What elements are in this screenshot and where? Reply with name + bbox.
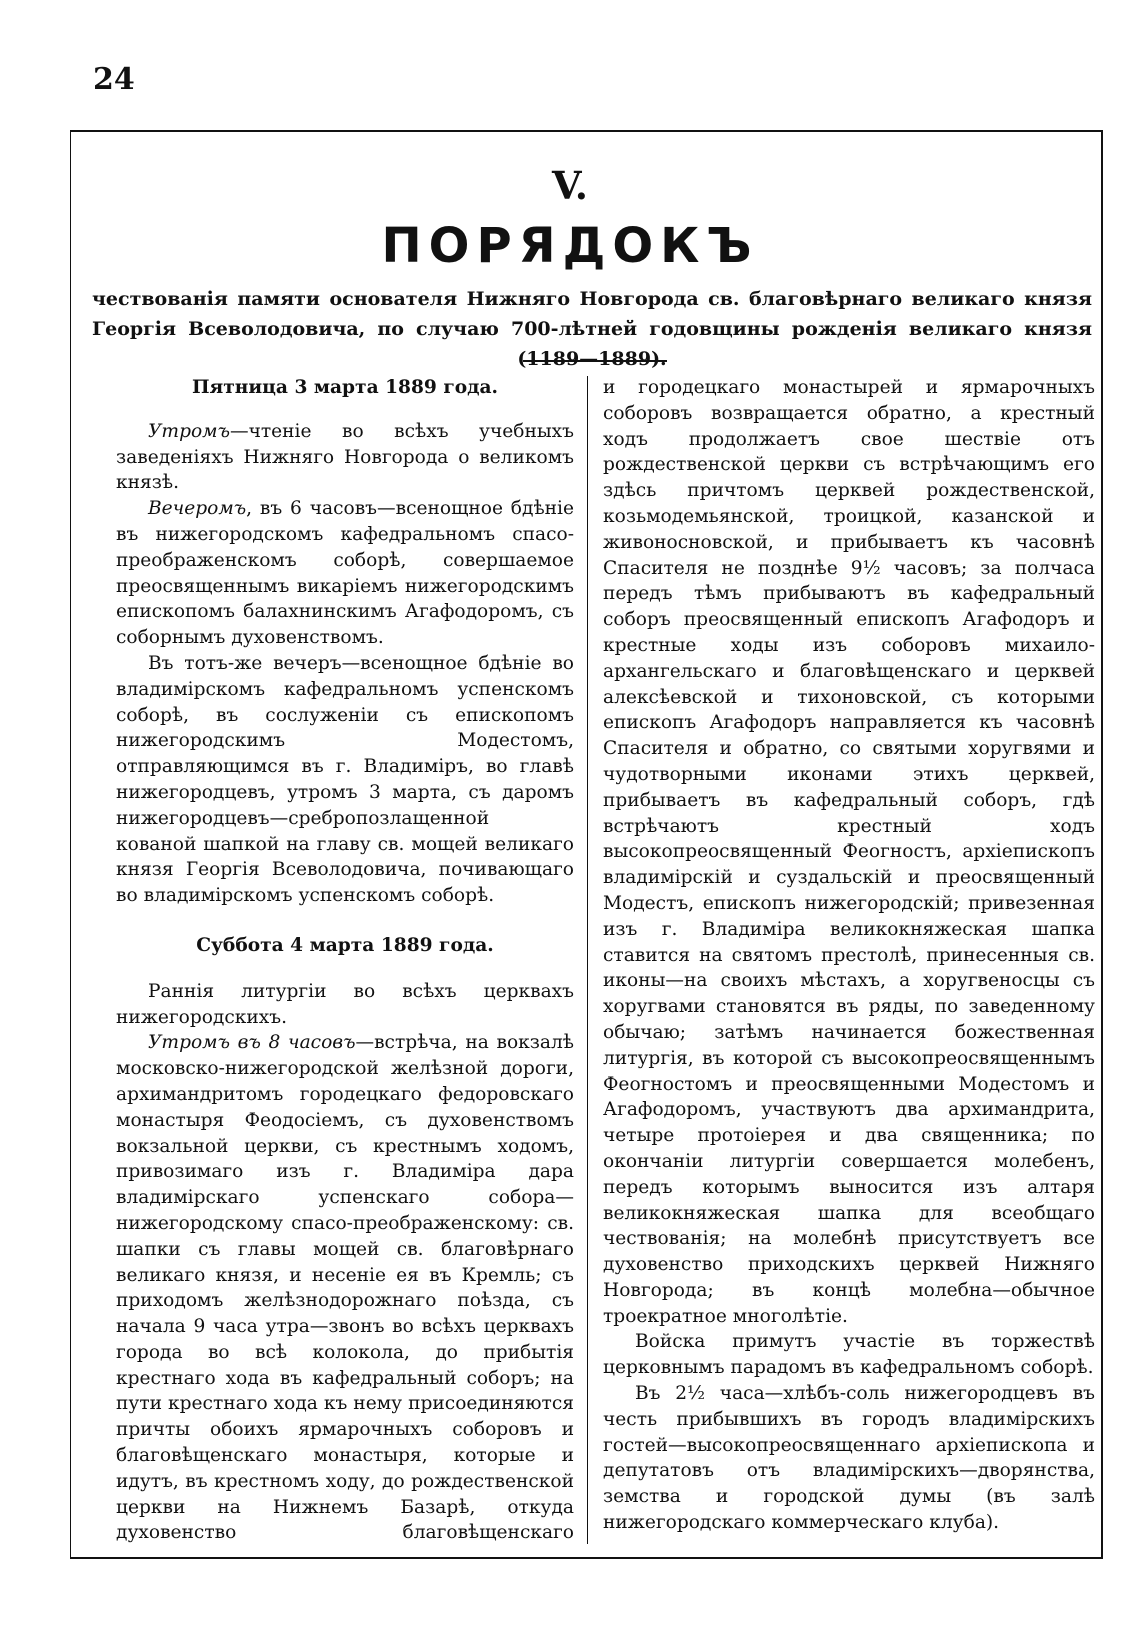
page-subtitle: чествованія памяти основателя Нижняго Новгорода св. благовѣрнаго великаго князя Георгія Всеволодовича, по случаю 700-лѣтней годовщины рожденія великаго князя (1189—1889). bbox=[92, 288, 1092, 370]
friday-heading: Пятница 3 марта 1889 года. bbox=[191, 377, 499, 398]
right-column bbox=[603, 375, 1095, 1536]
page-title: ПОРЯДОКЪ bbox=[381, 218, 759, 274]
left-column bbox=[116, 375, 574, 1546]
friday-paragraph-2 bbox=[116, 496, 574, 651]
friday-p2-lead: Вечеромъ bbox=[148, 498, 247, 520]
column-divider bbox=[587, 376, 588, 1544]
friday-p1-text: —чтеніе во всѣхъ учебныхъ заведеніяхъ Нижняго Новгорода о великомъ князѣ. bbox=[116, 420, 574, 494]
saturday-reception-paragraph: Въ 2½ часа—хлѣбъ-соль нижегородцевъ въ честь прибывшихъ въ городъ владимірскихъ гостей—высокопреосвященнаго архіепископа и депутатовъ отъ владимірскихъ—дворянства, земства и городской думы (въ залѣ нижегородскаго коммерческаго клуба). bbox=[603, 1383, 1095, 1534]
page-number: 24 bbox=[93, 62, 135, 97]
friday-p2-text: , въ 6 часовъ—всенощное бдѣніе въ нижегородскомъ кафедральномъ спасо-преображенскомъ соборѣ, совершаемое преосвященнымъ викаріемъ нижегородскимъ епископомъ балахнинскимъ Агафодоромъ, съ соборнымъ духовенствомъ. bbox=[116, 498, 574, 649]
saturday-troops-paragraph: Войска примутъ участіе въ торжествѣ церковнымъ парадомъ въ кафедральномъ соборѣ. bbox=[603, 1331, 1095, 1379]
saturday-paragraph-1: Раннія литургіи во всѣхъ церквахъ нижегородскихъ. bbox=[116, 980, 574, 1028]
title-divider bbox=[523, 360, 667, 362]
friday-paragraph-3: Въ тотъ-же вечеръ—всенощное бдѣніе во владимірскомъ кафедральномъ успенскомъ соборѣ, въ сослуженіи съ епископомъ нижегородскимъ Модестомъ, отправляющимся въ г. Владиміръ, во главѣ нижегородцевъ, утромъ 3 марта, съ даромъ нижегородцевъ—сребропозлащенной кованой шапкой на главу св. мощей великаго князя Георгія Всеволодовича, почивающаго во владимірскомъ успенскомъ соборѣ. bbox=[116, 652, 574, 907]
saturday-paragraph-2 bbox=[116, 1030, 574, 1546]
saturday-p2-lead: Утромъ въ 8 часовъ bbox=[148, 1032, 356, 1054]
friday-p1-lead: Утромъ bbox=[148, 420, 230, 442]
section-number: V. bbox=[551, 163, 589, 208]
saturday-p2-text: —встрѣча, на вокзалѣ московско-нижегородской желѣзной дороги, архимандритомъ городецкаго федоровскаго монастыря Феодосіемъ, съ духовенствомъ вокзальной церкви, съ крестнымъ ходомъ, привозимаго изъ г. Владиміра дара владимірскаго успенскаго собора—нижегородскому спасо-преображенскому: св. шапки съ главы мощей св. благовѣрнаго великаго князя, и несеніе ея въ Кремль; съ приходомъ желѣзнодорожнаго поѣзда, съ начала 9 часа утра—звонъ во всѣхъ церквахъ города во всѣ колокола, до прибытія крестнаго хода въ кафедральный соборъ; на пути крестнаго хода къ нему присоединяются причты обоихъ ярмарочныхъ соборовъ и благовѣщенскаго монастыря, которые и идутъ, въ крестномъ ходу, до рождественской церкви на Нижнемъ Базарѣ, откуда духовенство благовѣщенскаго bbox=[116, 1032, 575, 1544]
saturday-heading: Суббота 4 марта 1889 года. bbox=[196, 934, 494, 956]
saturday-continuation: и городецкаго монастырей и ярмарочныхъ соборовъ возвращается обратно, а крестный ходъ продолжаетъ свое шествіе отъ рождественской церкви съ встрѣчающимъ его здѣсь причтомъ церквей рождественской, козьмодемьянской, троицкой, казанской и живоносновской, и прибываетъ къ часовнѣ Спасителя не позднѣе 9½ часовъ; за полчаса передъ тѣмъ прибываютъ въ кафедральный соборъ преосвященный епископъ Агафодоръ и крестные ходы изъ соборовъ михаило-архангельскаго и благовѣщенскаго и церквей алексѣевской и тихоновской, съ которыми епископъ Агафодоръ направляется къ часовнѣ Спасителя и обратно, со святыми хоругвями и чудотворными иконами этихъ церквей, прибываетъ въ кафедральный соборъ, гдѣ встрѣчаютъ крестный ходъ высокопреосвященный Феогностъ, архіепископъ владимірскій и суздальскій и преосвященный Модестъ, епископъ нижегородскій; привезенная изъ г. Владиміра великокняжеская шапка ставится на святомъ престолѣ, принесенныя св. иконы—на своихъ мѣстахъ, а хоругвеносцы съ хоругвами становятся въ ряды, по заведенному обычаю; затѣмъ начинается божественная литургія, въ которой съ высокопреосвященнымъ Феогностомъ и преосвященными Модестомъ и Агафодоромъ, участвуютъ два архимандрита, четыре протоіерея и два священника; по окончаніи литургіи совершается молебенъ, передъ которымъ выносится изъ алтаря великокняжеская шапка для всеобщаго чествованія; на молебнѣ присутствуетъ все духовенство приходскихъ церквей Нижняго Новгорода; въ концѣ молебна—обычное троекратное многолѣтіе. bbox=[603, 377, 1095, 1327]
friday-paragraph-1 bbox=[116, 419, 574, 496]
